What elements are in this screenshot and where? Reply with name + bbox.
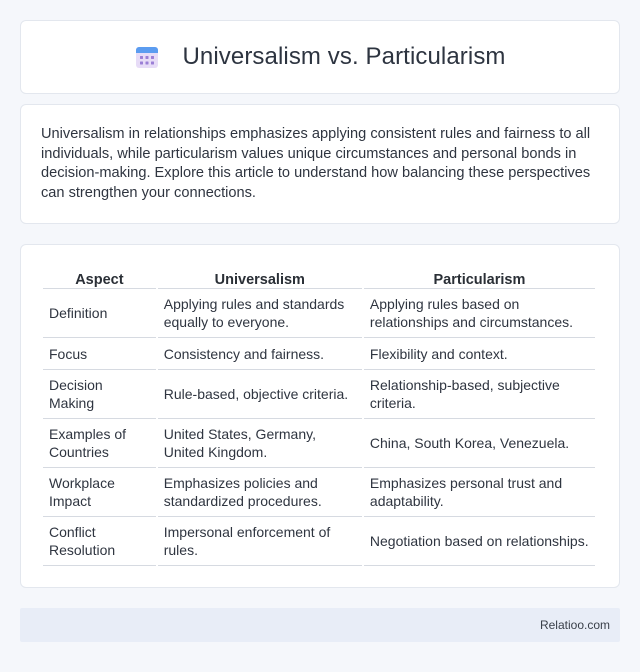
calendar-icon: [134, 44, 160, 70]
table-row: [43, 338, 595, 370]
header-aspect: Aspect: [43, 265, 156, 289]
table-row: [43, 370, 595, 419]
footer: [20, 608, 620, 642]
table-row: [43, 517, 595, 566]
table-row: [43, 468, 595, 517]
header-universalism: Universalism: [158, 265, 362, 289]
title-card: [20, 20, 620, 94]
cell-particularism: Relationship-based, subjective criteria.: [364, 370, 595, 419]
cell-particularism: Emphasizes personal trust and adaptability.: [364, 468, 595, 517]
cell-aspect: Focus: [43, 338, 156, 370]
cell-particularism: Applying rules based on relationships and circumstances.: [364, 289, 595, 338]
cell-particularism: China, South Korea, Venezuela.: [364, 419, 595, 468]
cell-universalism: Impersonal enforcement of rules.: [158, 517, 362, 566]
footer-site: Relatioo.com: [539, 618, 610, 632]
comparison-table: [41, 265, 597, 566]
intro-card: [20, 104, 620, 224]
cell-universalism: United States, Germany, United Kingdom.: [158, 419, 362, 468]
table-row: [43, 419, 595, 468]
page-title: Universalism vs. Particularism: [182, 43, 506, 70]
cell-aspect: Decision Making: [43, 370, 156, 419]
comparison-card: [20, 244, 620, 588]
cell-particularism: Flexibility and context.: [364, 338, 595, 370]
table-row: [43, 289, 595, 338]
header-particularism: Particularism: [364, 265, 595, 289]
intro-text: Universalism in relationships emphasizes applying consistent rules and fairness to all individuals, while particularism values unique circumstances and personal bonds in decision-making. Explore this article to understand how balancing these perspectives can strengthen your connections.: [41, 126, 591, 201]
cell-aspect: Conflict Resolution: [43, 517, 156, 566]
cell-aspect: Workplace Impact: [43, 468, 156, 517]
cell-aspect: Definition: [43, 289, 156, 338]
cell-universalism: Applying rules and standards equally to everyone.: [158, 289, 362, 338]
cell-universalism: Emphasizes policies and standardized procedures.: [158, 468, 362, 517]
cell-particularism: Negotiation based on relationships.: [364, 517, 595, 566]
table-header-row: [43, 265, 595, 289]
cell-universalism: Rule-based, objective criteria.: [158, 370, 362, 419]
cell-universalism: Consistency and fairness.: [158, 338, 362, 370]
cell-aspect: Examples of Countries: [43, 419, 156, 468]
